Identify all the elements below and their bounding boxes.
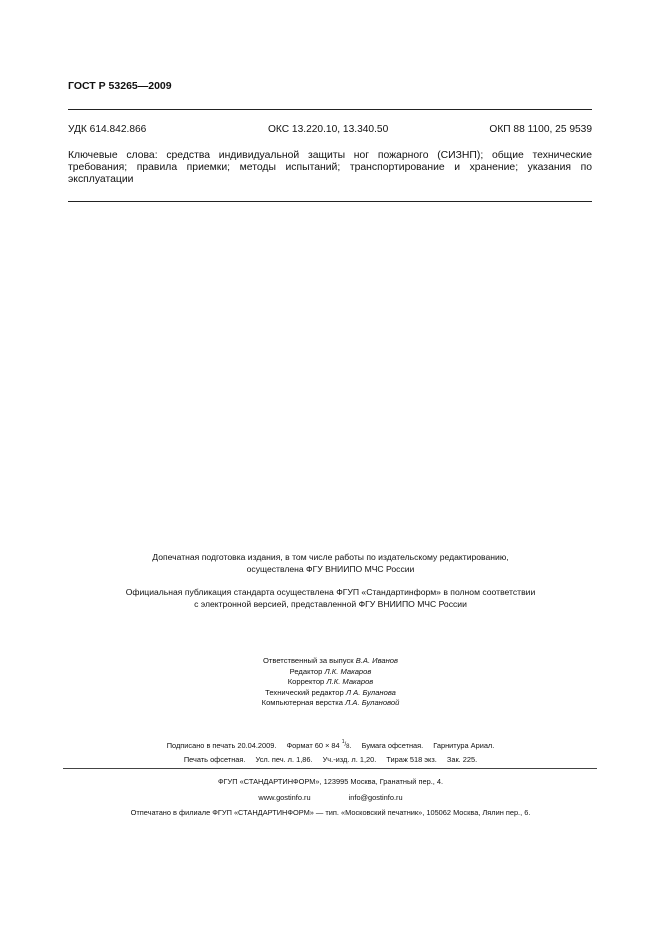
signed-date: Подписано в печать 20.04.2009.: [166, 741, 277, 750]
publisher-site: www.gostinfo.ru: [258, 792, 311, 802]
order-number: Зак. 225.: [446, 755, 478, 764]
publisher-rule: [63, 768, 597, 769]
tirazh: Тираж 518 экз.: [386, 755, 437, 764]
print-line-1: [0, 739, 661, 750]
publisher-address: ФГУП «СТАНДАРТИНФОРМ», 123995 Москва, Гранатный пер., 4.: [217, 777, 444, 786]
publisher-email: info@gostinfo.ru: [348, 792, 403, 802]
oks-code: ОКС 13.220.10, 13.340.50: [268, 124, 389, 135]
uch-izd: Уч.-изд. л. 1,20.: [322, 755, 377, 764]
credit-corrector: Корректор Л.К. Макаров: [287, 677, 374, 687]
credit-responsible: Ответственный за выпуск В.А. Иванов: [263, 656, 398, 665]
udk-code: УДК 614.842.866: [68, 124, 147, 135]
credit-layout: Компьютерная верстка Л.А. Булановой: [261, 698, 400, 708]
keywords: Ключевые слова: средства индивидуальной защиты ног пожарного (СИЗНП); общие технические требования; правила приемки; методы испытаний; транспортирование и хранение; указания по эксплуатации: [68, 150, 592, 186]
top-rule: [68, 109, 592, 110]
standard-number: ГОСТ Р 53265—2009: [68, 80, 172, 92]
prep-line-2: осуществлена ФГУ ВНИИПО МЧС России: [246, 563, 415, 574]
credit-tech-editor: Технический редактор Л А. Буланова: [265, 687, 396, 697]
official-line-2: с электронной версией, представленной ФГУ ВНИИПО МЧС России: [194, 598, 467, 609]
keywords-rule: [68, 201, 592, 202]
usl-pech: Усл. печ. л. 1,86.: [255, 755, 313, 764]
prep-line-1: Допечатная подготовка издания, в том числе работы по издательскому редактированию,: [152, 552, 509, 562]
paper: Бумага офсетная.: [361, 741, 424, 750]
credit-editor: Редактор Л.К. Макаров: [289, 666, 372, 676]
prep-note: [0, 552, 661, 575]
printed-at: Отпечатано в филиале ФГУП «СТАНДАРТИНФОРМ» — тип. «Московский печатник», 105062 Москва, Лялин пер., 6.: [130, 808, 531, 818]
print-line-2: [0, 755, 661, 764]
format: Формат 60 × 84 $^1/_8$.: [286, 739, 352, 750]
official-note: [0, 587, 661, 610]
printing-type: Печать офсетная.: [183, 755, 246, 764]
okp-code: ОКП 88 1100, 25 9539: [489, 124, 592, 135]
credits-block: [0, 656, 661, 709]
publisher-contacts: [0, 790, 661, 806]
publisher-block: [0, 774, 661, 821]
official-line-1: Официальная публикация стандарта осуществлена ФГУП «Стандартинформ» в полном соответствии: [125, 587, 536, 597]
typeface: Гарнитура Ариал.: [433, 741, 495, 750]
